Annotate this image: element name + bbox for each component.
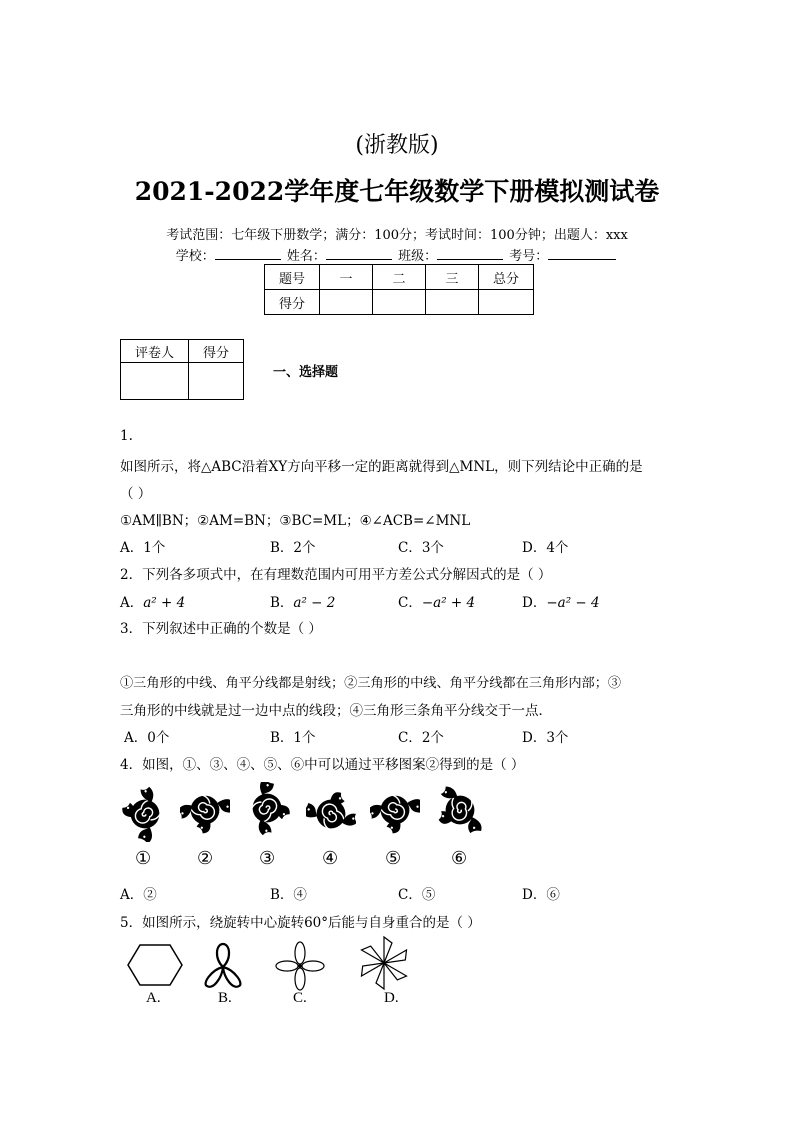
q2-option-b[interactable]: B．a² − 2 [270, 595, 336, 611]
pattern-label-5: ⑤ [385, 848, 402, 869]
q5-label-a[interactable]: A. [146, 990, 161, 1006]
q3-option-b[interactable]: B．1个 [270, 730, 316, 746]
score-cell: 题号 [265, 265, 320, 290]
pinwheel-icon [355, 934, 413, 992]
grader-table [120, 339, 244, 400]
q2-option-c[interactable]: C．−a² + 4 [398, 595, 476, 611]
q2-option-a[interactable]: A．a² + 4 [120, 595, 186, 611]
q3-option-c[interactable]: C．2个 [398, 730, 444, 746]
q3-option-a[interactable]: A．0个 [124, 730, 170, 746]
pattern-label-1: ① [135, 848, 152, 869]
q4-text: 4．如图，①、③、④、⑤、⑥中可以通过平移图案②得到的是（ ） [120, 757, 525, 773]
q2-text: 2．下列各多项式中，在有理数范围内可用平方差公式分解因式的是（ ） [120, 567, 552, 583]
class-blank[interactable] [437, 247, 503, 260]
score-table-score-row [265, 290, 534, 315]
score-table [264, 264, 534, 315]
grader-cell [121, 363, 189, 400]
q1-text: 如图所示，将△ABC沿着XY方向平移一定的距离就得到△MNL，则下列结论中正确的是 [120, 459, 643, 475]
pattern-label-4: ④ [322, 848, 339, 869]
q1-number: 1. [120, 428, 133, 444]
q1-statements: ①AM∥BN；②AM=BN；③BC=ML；④∠ACB=∠MNL [120, 513, 471, 529]
pattern-3-icon [240, 782, 290, 842]
section-title: 一、选择题 [273, 365, 339, 380]
name-blank[interactable] [326, 247, 392, 260]
q3-line2: 三角形的中线就是过一边中点的线段；④三角形三条角平分线交于一点． [120, 703, 552, 719]
four-petal-icon [272, 938, 328, 994]
q4-option-c[interactable]: C．⑤ [398, 887, 436, 903]
q2-expr-c: −a² + 4 [421, 595, 476, 611]
q3-line1: ①三角形的中线、角平分线都是射线；②三角形的中线、角平分线都在三角形内部；③ [120, 676, 622, 691]
q2-expr-d: −a² − 4 [546, 595, 600, 611]
q4-option-d[interactable]: D．⑥ [522, 887, 560, 903]
q2-expr-b: a² − 2 [293, 595, 336, 611]
pattern-2-icon [180, 782, 230, 842]
school-blank[interactable] [215, 247, 281, 260]
score-cell: 三 [426, 265, 479, 290]
q3-option-d[interactable]: D．3个 [522, 730, 569, 746]
name-label: 姓名： [286, 249, 326, 264]
pattern-label-6: ⑥ [451, 848, 468, 869]
grader-cell [189, 363, 244, 400]
q5-label-b[interactable]: B. [218, 990, 232, 1006]
pattern-label-3: ③ [259, 848, 276, 869]
q1-option-a[interactable]: A．1个 [120, 540, 166, 556]
exam-title: 2021-2022学年度七年级数学下册模拟测试卷 [134, 177, 660, 206]
grader-header: 得分 [189, 340, 244, 363]
q1-option-d[interactable]: D．4个 [522, 540, 569, 556]
exam-number-blank[interactable] [548, 247, 616, 260]
exam-subtitle: (浙教版) [355, 133, 439, 158]
exam-number-label: 考号： [509, 249, 549, 264]
q2-option-d[interactable]: D．−a² − 4 [522, 595, 600, 611]
score-cell [426, 290, 479, 315]
q2-expr-a: a² + 4 [143, 595, 186, 611]
pattern-label-2: ② [197, 848, 214, 869]
class-label: 班级： [398, 249, 438, 264]
trefoil-icon [198, 940, 248, 990]
score-cell: 二 [373, 265, 426, 290]
pattern-6-icon [432, 782, 488, 842]
q5-label-d[interactable]: D. [384, 990, 399, 1006]
q5-text: 5．如图所示，绕旋转中心旋转60°后能与自身重合的是（ ） [120, 915, 481, 931]
q5-label-c[interactable]: C. [293, 990, 307, 1006]
q1-option-c[interactable]: C．3个 [398, 540, 444, 556]
hexagon-icon [125, 940, 185, 990]
score-cell: 得分 [265, 290, 320, 315]
score-table-header-row [265, 265, 534, 290]
q4-option-a[interactable]: A．② [120, 887, 157, 903]
q4-option-b[interactable]: B．④ [270, 887, 307, 903]
score-cell [479, 290, 534, 315]
grader-header: 评卷人 [121, 340, 189, 363]
school-label: 学校： [175, 249, 215, 264]
student-fields [0, 245, 794, 264]
q3-text: 3．下列叙述中正确的个数是（ ） [120, 621, 322, 637]
pattern-1-icon [120, 782, 170, 842]
q1-paren: （ ） [120, 486, 152, 502]
score-cell [320, 290, 373, 315]
exam-info: 考试范围：七年级下册数学；满分：100分；考试时间：100分钟；出题人：xxx [166, 228, 628, 243]
score-cell [373, 290, 426, 315]
score-cell: 总分 [479, 265, 534, 290]
pattern-4-icon [306, 782, 356, 842]
pattern-5-icon [370, 782, 420, 842]
score-cell: 一 [320, 265, 373, 290]
q1-option-b[interactable]: B．2个 [270, 540, 316, 556]
